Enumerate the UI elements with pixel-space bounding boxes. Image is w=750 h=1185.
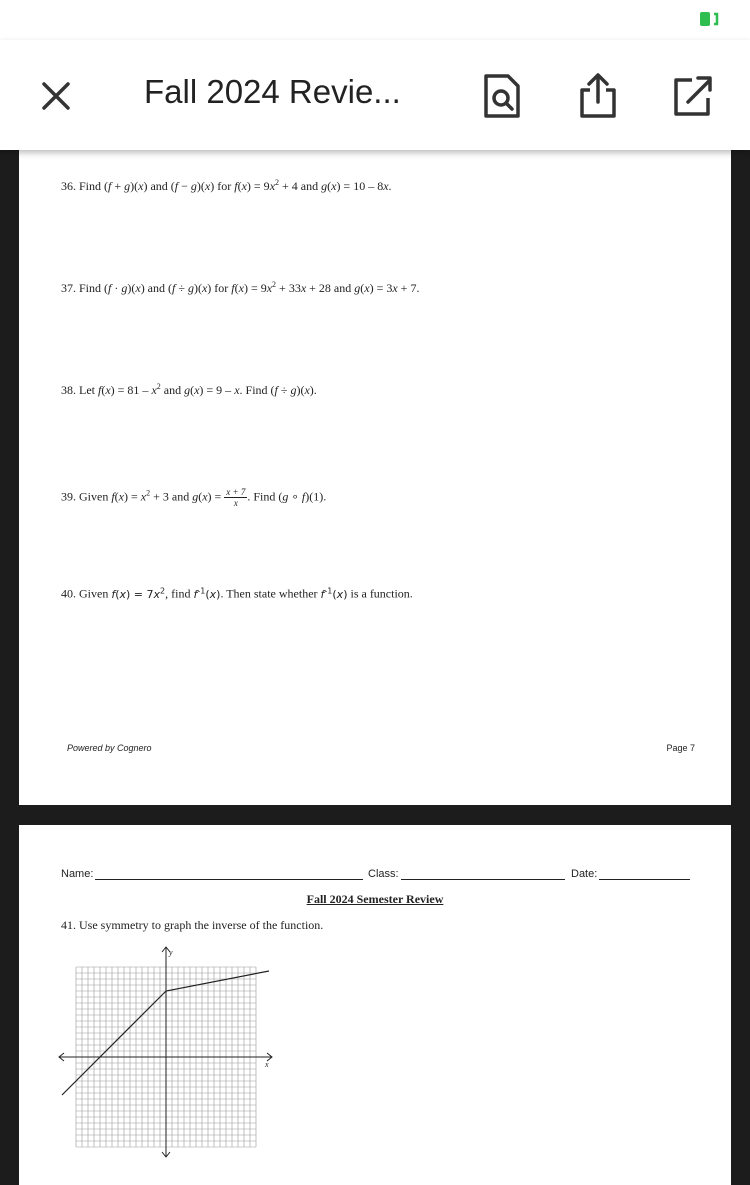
close-icon xyxy=(36,76,76,116)
document-title: Fall 2024 Revie... xyxy=(144,73,401,110)
date-label: Date: xyxy=(571,868,598,880)
share-button[interactable] xyxy=(576,72,620,120)
x-axis-label: x xyxy=(265,1060,269,1069)
graph-axes xyxy=(59,947,272,1157)
class-field-line xyxy=(401,879,565,880)
question-38: 38. Let $f(x) = 81 - x^2$ and g(x) = 9 – x. Find (f ÷ g)(x). xyxy=(61,382,317,397)
status-bar xyxy=(0,0,750,40)
pdf-page-7 xyxy=(19,150,731,805)
question-37: 37. Find (f · g)(x) and (f ÷ g)(x) for $f(x) = 9x^2 + 33x + 28$ and g(x) = 3x + 7. xyxy=(61,280,420,295)
name-field-line xyxy=(95,879,363,880)
review-title: Fall 2024 Semester Review xyxy=(306,892,444,906)
pdf-page-8 xyxy=(19,825,731,1185)
battery-icon xyxy=(700,12,722,26)
open-external-icon xyxy=(670,72,714,120)
question-41: 41. Use symmetry to graph the inverse of the function. xyxy=(61,918,324,932)
class-label: Class: xyxy=(368,868,399,880)
footer-powered-by: Powered by Cognero xyxy=(67,743,152,753)
name-label: Name: xyxy=(61,868,94,880)
footer-page-number: Page 7 xyxy=(666,743,695,753)
close-button[interactable] xyxy=(36,76,76,116)
share-icon xyxy=(576,72,620,120)
question-36: 36. Find (f + g)(x) and (f − g)(x) for $f(x) = 9x^2 + 4$ and g(x) = 10 – 8x. xyxy=(61,178,392,193)
question-40: 40. Given $f(x) = 7x^2$, find $f^{-1}(x)$. Then state whether $f^{-1}(x)$ is a function. xyxy=(61,586,413,601)
question-39: 39. Given $f(x) = x^2 + 3$ and g(x) = $\frac{x + 7}{x}$ . Find (g ∘ f)(1). xyxy=(61,487,327,508)
document-search-button[interactable] xyxy=(480,72,524,120)
coordinate-graph xyxy=(57,943,277,1163)
open-external-button[interactable] xyxy=(670,72,714,120)
date-field-line xyxy=(599,879,690,880)
y-axis-label: y xyxy=(169,948,173,957)
app-bar xyxy=(0,40,750,150)
document-search-icon xyxy=(480,72,524,120)
